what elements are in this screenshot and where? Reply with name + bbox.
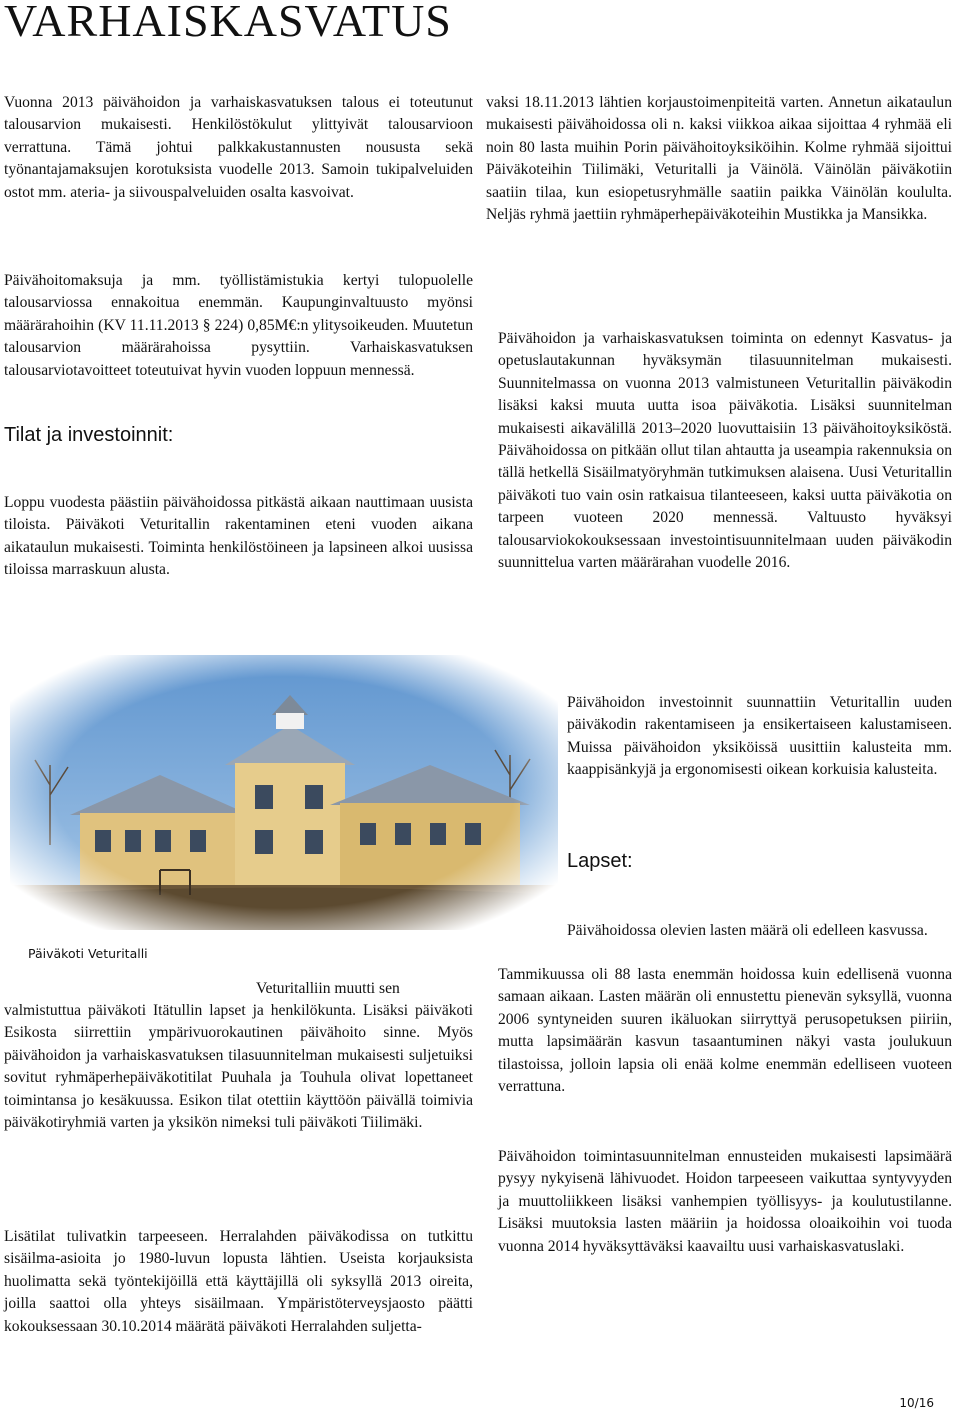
paragraph-move-intro: Veturitalliin muutti sen [256,980,400,997]
paragraph-space-plan: Päivähoidon ja varhaiskasvatuksen toiminta on edennyt Kasvatus- ja opetuslautakunnan hyväksymän tilasuunnitelman mukaisesti. Suunnitelmassa on vuonna 2013 valmistuneen Veturitallin päiväkodin lisäksi kaksi muuta uutta isoa päiväkotia. Lisäksi suunnitelman mukaisesti aikavälillä 2013–2020 luovuttaisiin 13 päivähoitoyksiköstä. Päivähoidossa on pitkään ollut tilan ahtautta ja useampia rakennuksia on tällä hetkellä Sisäilmatyöryhmän tutkimuksen alaisena. Uusi Veturitallin päiväkoti tuo vain osin ratkaisua tilanteeseen, kaksi uutta päiväkotia on tarpeen vuoteen 2020 mennessä. Valtuusto hyväksyi talousarviokokouksessaan investointisuunnitelmaan uuden päiväkodin suunnittelua varten määrärahan vuodelle 2016. [498,330,952,572]
heading-facilities: Tilat ja investoinnit: [4,424,174,446]
paragraph-extra-space: Lisätilat tulivatkin tarpeeseen. Herralahden päiväkodissa on tutkittu sisäilma-asioita jo 1980-luvun lopusta lähtien. Useista korjauksista huolimatta sekä työntekijöillä että käyttäjillä oli syksyllä 2013 oireita, joilla saattoi olla yhteys sisäilmaan. Ympäristöterveysjaosto päätti kokouksessaan 30.10.2014 määrätä päiväkoti Herralahden suljetta- [4,1228,473,1335]
page-number: 10/16 [899,1396,934,1410]
paragraph-facilities: Loppu vuodesta päästiin päivähoidossa pitkästä aikaan nauttimaan uusista tiloista. Päiväkoti Veturitallin rakentaminen eteni vuoden aikana aikataulun mukaisesti. Toiminta henkilöstöineen ja lapsineen alkoi uusissa tiloissa marraskuun alusta. [4,494,473,579]
paragraph-investments: Päivähoidon investoinnit suunnattiin Veturitallin uuden päiväkodin rakentamiseen ja ensikertaiseen kalustamiseen. Muissa päivähoidon yksiköissä uusittiin kalusteita mm. kaappisänkyjä ja ergonomisesti oikean korkuisia kalusteita. [567,694,952,779]
heading-children: Lapset: [567,850,633,872]
photo-caption: Päiväkoti Veturitalli [28,946,148,961]
paragraph-relocation: vaksi 18.11.2013 lähtien korjaustoimenpiteitä varten. Annetun aikataulun mukaisesti päivähoidossa oli n. kaksi viikkoa aikaa sijoittaa 4 ryhmää eli noin 80 lasta muihin Porin päivähoitoyksiköihin. Kolme ryhmää sijoittui Päiväkoteihin Tiilimäki, Veturitalli ja Väinölä. Väinölän päiväkotiin saatiin tilaa, kun esiopetusryhmälle saatiin paikka Väinölän koululta. Neljäs ryhmä jaettiin ryhmäperhepäiväkoteihin Mustikka ja Mansikka. [486,94,952,224]
page-title: VARHAISKASVATUS [4,0,452,46]
paragraph-fees: Päivähoitomaksuja ja mm. työllistämistukia kertyi tulopuolelle talousarviossa ennakoitua enemmän. Kaupunginvaltuusto myönsi määrärahoihin (KV 11.11.2013 § 224) 0,85M€:n ylitysoikeuden. Muutetun talousarvion määrärahoissa pysyttiin. Varhaiskasvatuksen talousarviotavoitteet toteutuivat hyvin vuoden loppuun mennessä. [4,272,473,379]
daycare-building-photo [10,655,558,930]
paragraph-forecast: Päivähoidon toimintasuunnitelman ennusteiden mukaisesti lapsimäärä pysyy nykyisenä lähivuodet. Hoidon tarpeeseen vaikuttaa syntyvyyden ja muuttoliikkeen lisäksi vanhempien työllisyys- ja koulutustilanne. Lisäksi muutoksia lasten määriin ja hoidossa oloaikoihin voi tuoda vuonna 2014 hyväksyttäväksi kaavailtu uusi varhaiskasvatuslaki. [498,1148,952,1255]
paragraph-children: Tammikuussa oli 88 lasta enemmän hoidossa kuin edellisenä vuonna samaan aikaan. Lasten määrän oli ennustettu pienevän syksyllä, vuonna 2006 syntyneiden suuren ikäluokan siirryttyä perusopetuksen piiriin, mutta lapsimäärän kasvun tasaantuminen näkyi vasta joulukuun tilastoissa, jolloin lapsia oli enää kolme enemmän edelliseen vuoteen verrattuna. [498,966,952,1096]
paragraph-children-intro: Päivähoidossa olevien lasten määrä oli edelleen kasvussa. [567,922,928,939]
paragraph-budget: Vuonna 2013 päivähoidon ja varhaiskasvatuksen talous ei toteutunut talousarvion mukaisesti. Henkilöstökulut ylittyivät talousarvioon verrattuna. Tämä johtui palkkakustannusten noususta sekä työnantajamaksujen korotuksista vuodelle 2013. Samoin tukipalveluiden ostot mm. ateria- ja siivouspalveluiden osalta kasvoivat. [4,94,473,201]
paragraph-move: valmistuttua päiväkoti Itätullin lapset ja henkilökunta. Lisäksi päiväkoti Esikosta siirrettiin ympärivuorokautinen päivähoito sinne. Myös päivähoidon ja varhaiskasvatuksen tilasuunnitelman mukaisesti suljetuiksi sovitut ryhmäperhepäiväkotitilat Puuhala ja Touhula olivat lopettaneet toimintansa jo kesäkuussa. Esikon tilat otettiin käyttöön päivällä toimivia päiväkotiryhmiä varten ja yksikön nimeksi tuli päiväkoti Tiilimäki. [4,1002,473,1132]
